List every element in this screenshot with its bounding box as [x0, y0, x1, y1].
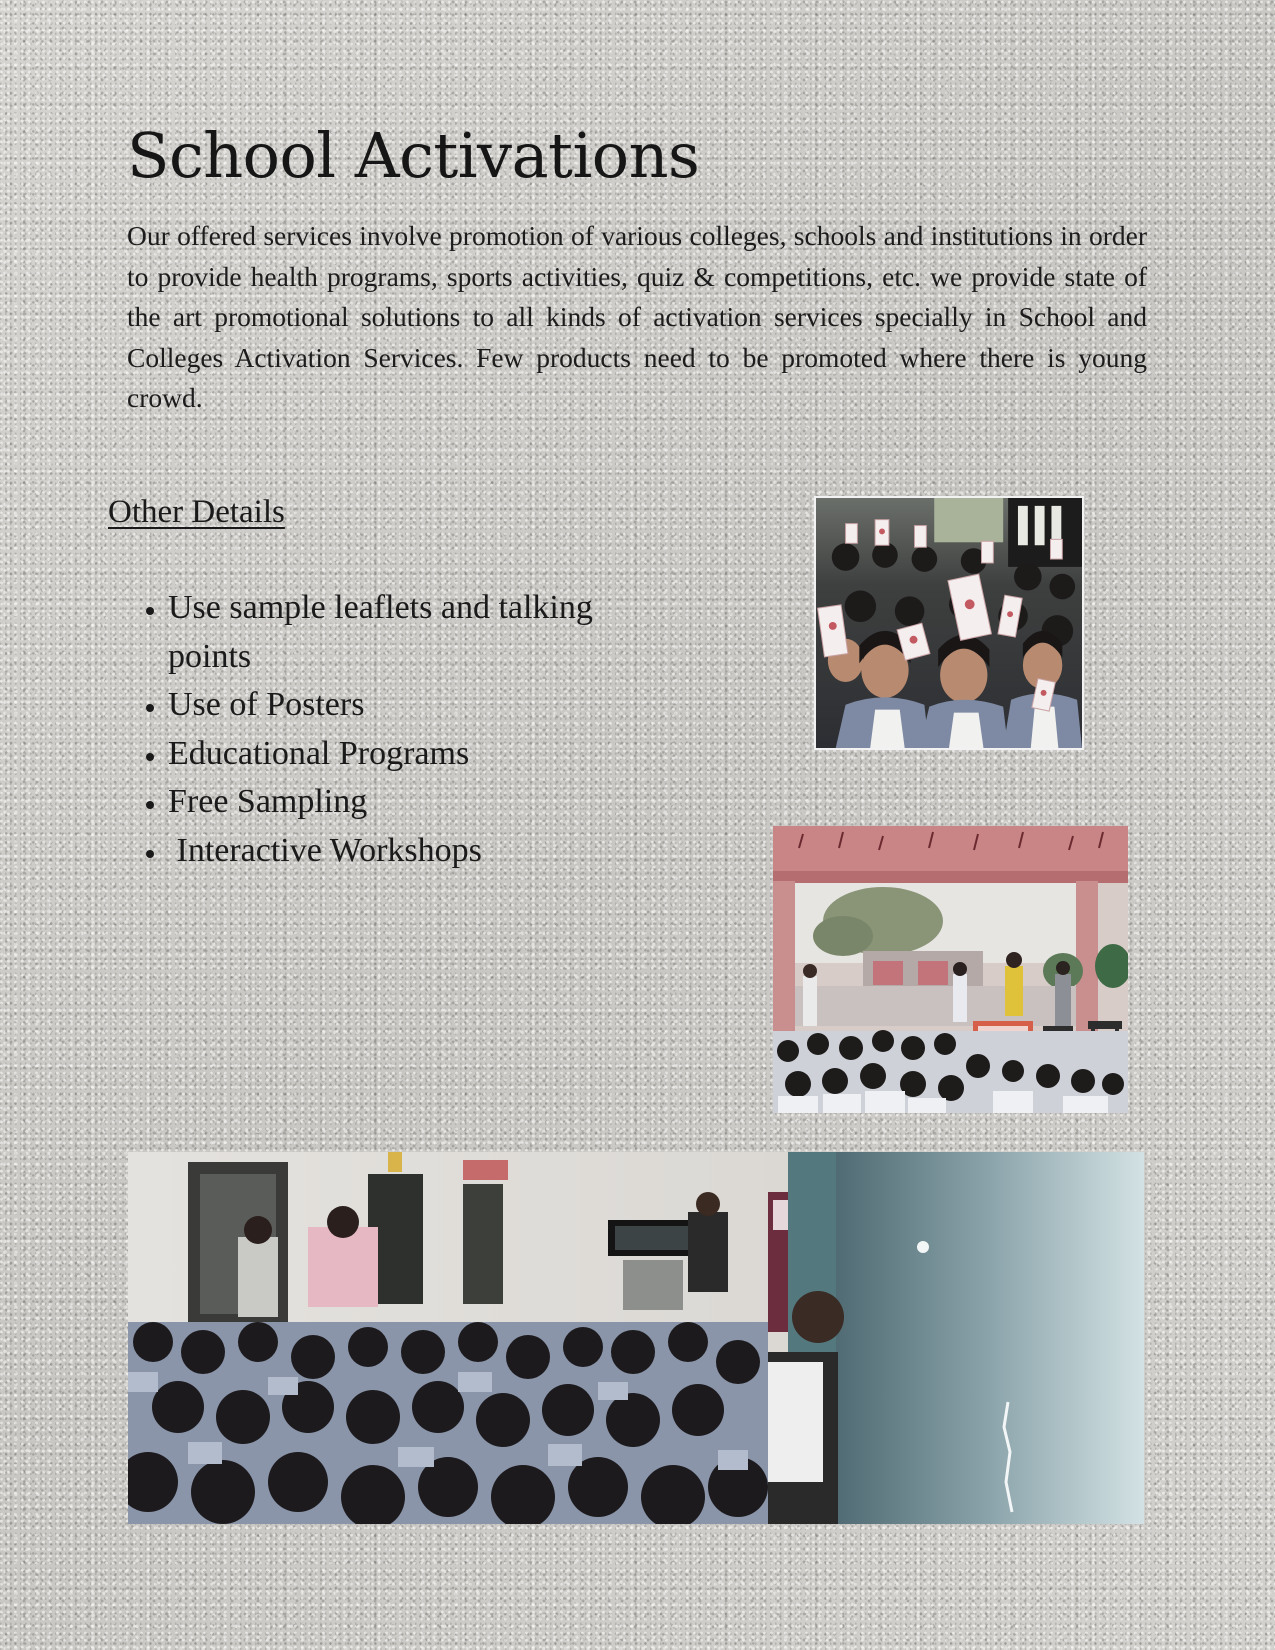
list-item: • Interactive Workshops [168, 827, 598, 876]
other-details-list [127, 584, 598, 875]
list-item: • Use of Posters [168, 681, 598, 730]
classroom-session-photo [128, 1152, 1144, 1524]
list-item: • Use sample leaflets and talking points [168, 584, 598, 681]
other-details-heading: Other Details [108, 494, 285, 530]
outdoor-activation-photo [773, 826, 1128, 1113]
list-item: • Free Sampling [168, 778, 598, 827]
list-item: • Educational Programs [168, 730, 598, 779]
page-title: School Activations [127, 119, 700, 192]
students-photo-illustration [816, 498, 1082, 748]
outdoor-photo-illustration [773, 826, 1128, 1113]
classroom-photo-illustration [128, 1152, 1144, 1524]
intro-paragraph: Our offered services involve promotion of various colleges, schools and institutions in order to provide health programs, sports activities, quiz & competitions, etc. we provide state of the art promotional solutions to all kinds of activation services specially in School and Colleges Activation Services. Few products need to be promoted where there is young crowd. [127, 220, 1147, 413]
students-holding-leaflets-photo [814, 496, 1084, 750]
